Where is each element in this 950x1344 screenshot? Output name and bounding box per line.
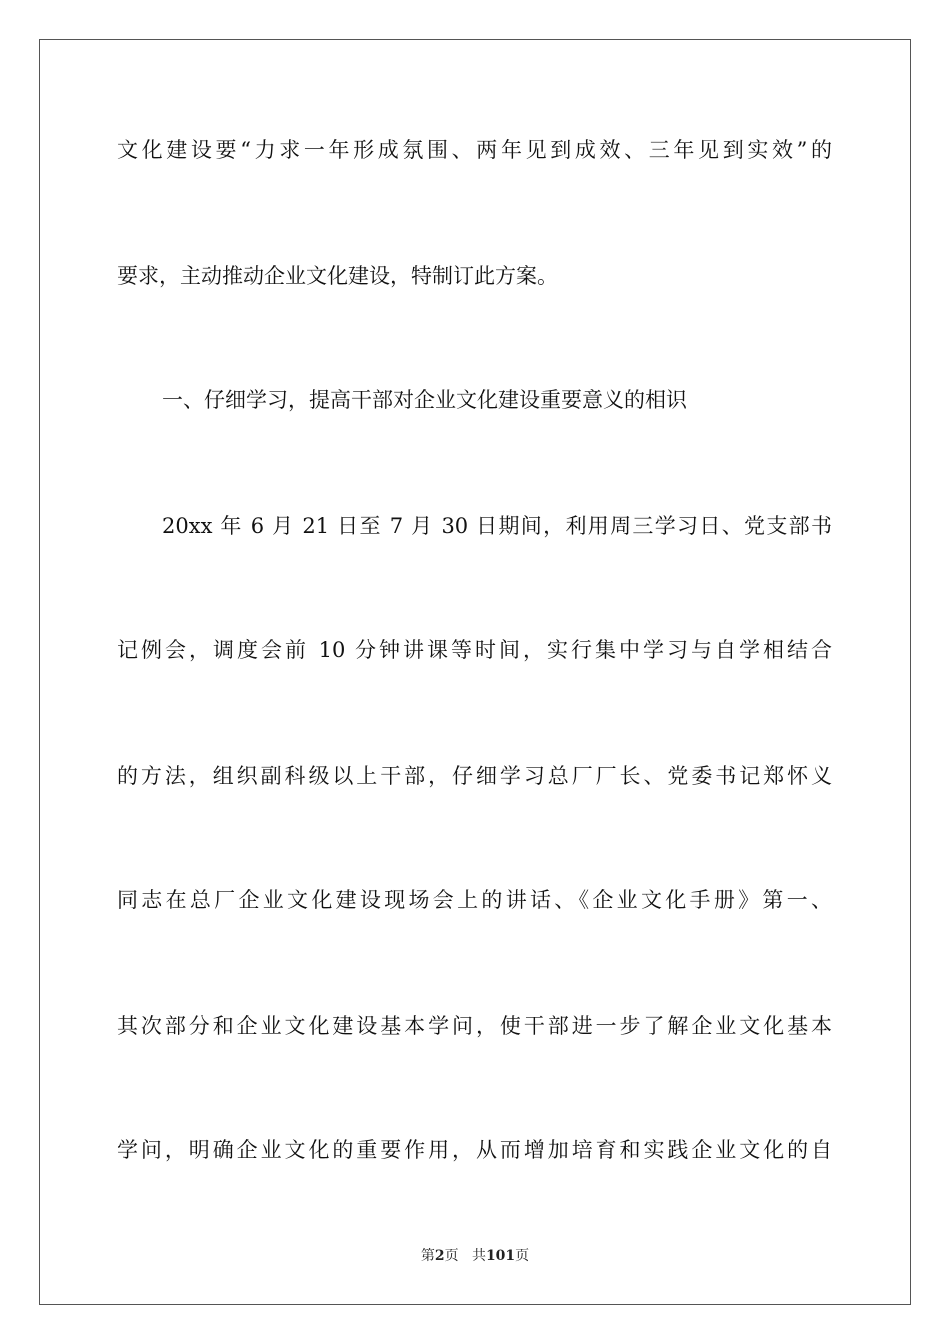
page-number: 2: [434, 1248, 445, 1264]
paragraph-line-4: 20xx 年 6 月 21 日至 7 月 30 日期间，利用周三学习日、党支部书: [162, 514, 832, 538]
page-prefix: 第: [420, 1248, 435, 1264]
paragraph-line-2: 要求，主动推动企业文化建设，特制订此方案。: [117, 264, 558, 288]
paragraph-line-9: 学问，明确企业文化的重要作用，从而增加培育和实践企业文化的自: [117, 1138, 832, 1162]
page-suffix: 页: [444, 1248, 459, 1264]
total-suffix: 页: [515, 1248, 530, 1264]
paragraph-line-6: 的方法，组织副科级以上干部，仔细学习总厂厂长、党委书记郑怀义: [117, 764, 832, 788]
page-footer: [0, 1247, 950, 1265]
total-prefix: 共: [471, 1248, 486, 1264]
paragraph-line-7: 同志在总厂企业文化建设现场会上的讲话、《企业文化手册》第一、: [117, 888, 832, 912]
section-heading: 一、仔细学习，提高干部对企业文化建设重要意义的相识: [162, 388, 687, 412]
paragraph-line-1: 文化建设要“力求一年形成氛围、两年见到成效、三年见到实效”的: [117, 138, 832, 162]
total-pages: 101: [485, 1248, 516, 1264]
paragraph-line-8: 其次部分和企业文化建设基本学问，使干部进一步了解企业文化基本: [117, 1014, 832, 1038]
paragraph-line-5: 记例会，调度会前 10 分钟讲课等时间，实行集中学习与自学相结合: [117, 638, 832, 662]
page-border: [39, 39, 911, 1305]
